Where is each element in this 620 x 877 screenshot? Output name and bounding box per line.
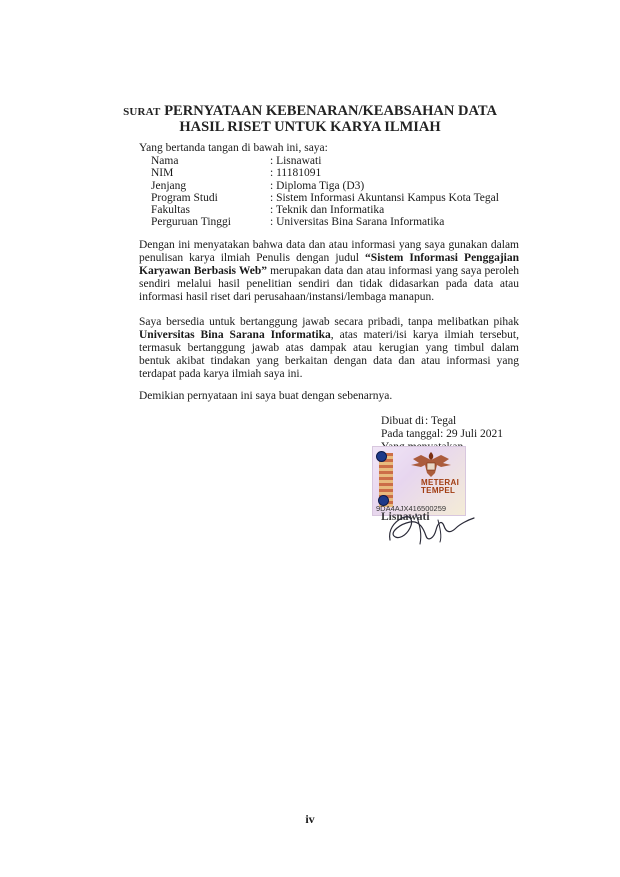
identity-label: Nama	[151, 155, 179, 167]
identity-value: : 11181091	[270, 167, 322, 180]
identity-value: : Teknik dan Informatika	[270, 204, 385, 217]
place-value: : Tegal	[425, 415, 457, 427]
paragraph-text: Dengan ini menyatakan bahwa data dan atau informasi yang saya gunakan dalam penulisan karya ilmiah Penulis dengan judul	[139, 239, 519, 265]
page-number: iv	[305, 812, 315, 826]
place-label: Dibuat di	[381, 415, 425, 427]
identity-label: Program Studi	[151, 191, 218, 204]
paragraph-text: merupakan data dan atau informasi yang saya peroleh sendiri melalui hasil penelitian sendiri dan tidak didasarkan pada data atau informasi hasil riset dari perusahaan/instansi/lembaga manapun.	[139, 265, 519, 304]
stamp-label-line: TEMPEL	[421, 486, 456, 495]
date-row: Pada tanggal: 29 Juli 2021	[381, 428, 504, 440]
identity-label: NIM	[151, 167, 174, 180]
identity-row-program	[151, 192, 499, 204]
stamp-serial: 9DA4AJX416500259	[376, 504, 447, 513]
handwritten-signature-icon	[380, 500, 480, 545]
responsibility-paragraph	[139, 316, 519, 381]
closing-paragraph: Demikian pernyataan ini saya buat dengan sebenarnya.	[139, 390, 393, 402]
stamp-label-line: METERAI	[421, 478, 460, 487]
stamp-seal-dot	[376, 451, 387, 462]
title-main: PERNYATAAN KEBENARAN/KEABSAHAN DATA	[164, 103, 497, 119]
document-title-line-2: HASIL RISET UNTUK KARYA ILMIAH	[179, 119, 441, 135]
identity-label: Fakultas	[151, 204, 190, 217]
identity-table	[151, 155, 499, 229]
stamp-label	[421, 479, 459, 495]
identity-row-name	[151, 155, 499, 167]
identity-label: Jenjang	[151, 179, 187, 192]
identity-label: Perguruan Tinggi	[151, 216, 231, 229]
place-row	[381, 415, 503, 428]
signer-name: Lisnawati	[381, 511, 430, 523]
statement-paragraph	[139, 239, 519, 304]
identity-row-nim	[151, 167, 499, 179]
garuda-emblem-icon	[401, 449, 461, 481]
university-name: Universitas Bina Sarana Informatika	[139, 329, 331, 342]
identity-value: : Universitas Bina Sarana Informatika	[270, 216, 445, 229]
identity-row-university	[151, 216, 499, 228]
identity-value: : Diploma Tiga (D3)	[270, 179, 365, 192]
identity-row-level	[151, 180, 499, 192]
title-prefix: SURAT	[123, 106, 161, 118]
intro-text: Yang bertanda tangan di bawah ini, saya:	[139, 142, 328, 154]
paragraph-text: , atas materi/isi karya ilmiah tersebut, termasuk bertanggung jawab atas dampak atau kerugian yang timbul dalam bentuk akibat tindakan yang berkaitan dengan data dan atau informasi yang terdapat pada karya ilmiah saya ini.	[139, 329, 520, 381]
identity-value: : Sistem Informasi Akuntansi Kampus Kota Tegal	[270, 191, 499, 204]
paragraph-text: Saya bersedia untuk bertanggung jawab secara pribadi, tanpa melibatkan pihak	[139, 316, 519, 328]
identity-row-faculty	[151, 204, 499, 216]
thesis-title: “Sistem Informasi Penggajian Karyawan Berbasis Web”	[139, 252, 519, 278]
identity-value: : Lisnawati	[270, 155, 322, 167]
